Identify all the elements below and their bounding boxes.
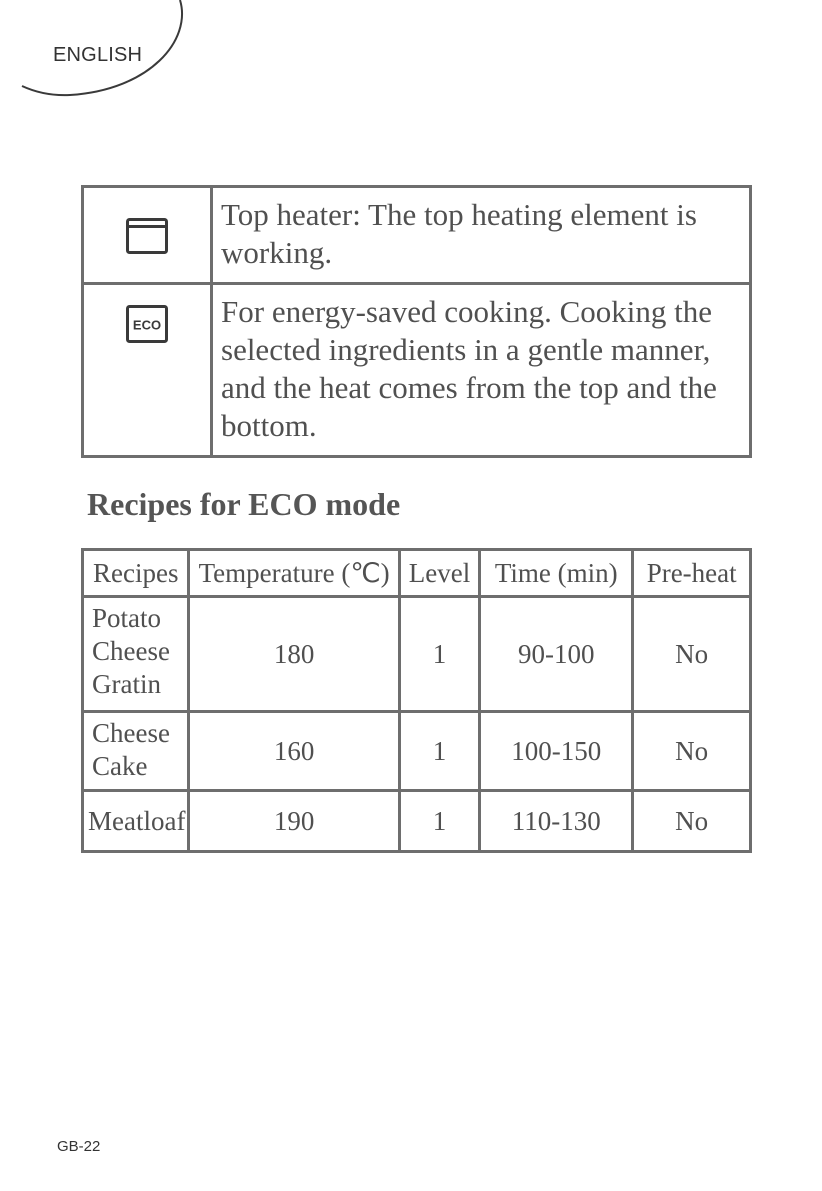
- mode-table: [81, 185, 752, 458]
- header-recipes: Recipes: [83, 550, 189, 597]
- recipe-temperature: 190: [189, 791, 399, 852]
- recipe-table: [81, 548, 752, 853]
- recipe-temperature: 160: [189, 712, 399, 791]
- recipe-temperature: 180: [189, 597, 399, 712]
- header-level: Level: [399, 550, 479, 597]
- mode-icon-cell: [83, 284, 212, 457]
- recipe-name: Potato Cheese Gratin: [83, 597, 189, 712]
- recipe-name: Meatloaf: [83, 791, 189, 852]
- mode-description: Top heater: The top heating element is working.: [212, 187, 751, 284]
- mode-icon-cell: [83, 187, 212, 284]
- recipe-header-row: [83, 550, 751, 597]
- recipe-level: 1: [399, 712, 479, 791]
- header-time: Time (min): [480, 550, 633, 597]
- recipe-row: [83, 597, 751, 712]
- recipe-time: 90-100: [480, 597, 633, 712]
- header-temperature: Temperature (℃): [189, 550, 399, 597]
- recipe-level: 1: [399, 597, 479, 712]
- recipe-row: [83, 712, 751, 791]
- recipe-time: 100-150: [480, 712, 633, 791]
- mode-row-eco: [83, 284, 751, 457]
- section-title: Recipes for ECO mode: [87, 486, 401, 522]
- recipe-row: [83, 791, 751, 852]
- mode-row-top-heater: [83, 187, 751, 284]
- top-heater-icon: [126, 218, 168, 259]
- eco-icon: [126, 305, 168, 348]
- recipe-preheat: No: [633, 712, 751, 791]
- recipe-level: 1: [399, 791, 479, 852]
- page-number: GB-22: [57, 1138, 101, 1155]
- recipe-preheat: No: [633, 791, 751, 852]
- eco-icon-label: ECO: [132, 317, 162, 333]
- recipe-preheat: No: [633, 597, 751, 712]
- header-preheat: Pre-heat: [633, 550, 751, 597]
- recipe-time: 110-130: [480, 791, 633, 852]
- mode-description: For energy-saved cooking. Cooking the selected ingredients in a gentle manner, and the heat comes from the top and the bottom.: [212, 284, 751, 457]
- recipe-name: Cheese Cake: [83, 712, 189, 791]
- language-label: ENGLISH: [53, 44, 143, 66]
